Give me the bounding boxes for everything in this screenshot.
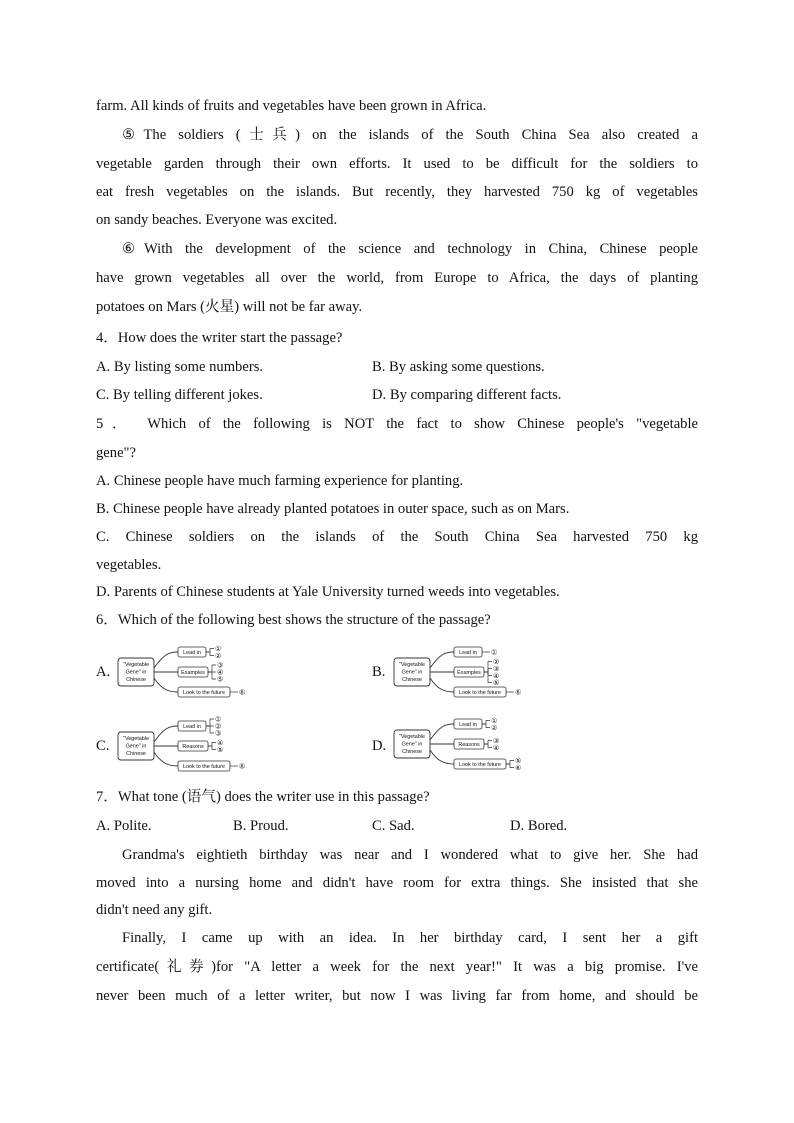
leaf-connector [484, 741, 492, 745]
paragraph-number: ② [215, 723, 222, 731]
branch-label: Look to the future [183, 764, 225, 770]
paragraph-6-line: ⑥With the development of the science and technology in China, Chinese people [122, 241, 698, 257]
branch-label: Look to the future [459, 762, 501, 768]
passage-line: farm. All kinds of fruits and vegetables have been grown in Africa. [96, 98, 487, 114]
question-4-option-c[interactable]: C. By telling different jokes. [96, 387, 263, 403]
passage-2-line: certificate(礼券)for "A letter a week for the next year!" It was a big promise. I've [96, 959, 698, 975]
connector-line [430, 678, 454, 692]
question-6-option-c-letter[interactable]: C. [96, 738, 110, 754]
paragraph-number: ④ [493, 673, 500, 681]
question-4-option-a[interactable]: A. By listing some numbers. [96, 359, 264, 375]
paragraph-number: ② [493, 659, 500, 667]
leaf-connector [206, 726, 214, 733]
passage-2-line: Finally, I came up with an idea. In her birthday card, I sent her a gift [122, 930, 698, 946]
paragraph-number: ① [491, 718, 498, 726]
passage-2-line: never been much of a letter writer, but now I was living far from home, and should be [96, 988, 698, 1004]
center-node-label: "Vegetable [123, 662, 149, 668]
center-node-label: Chinese [402, 749, 422, 755]
paragraph-number: ① [215, 716, 222, 724]
branch-label: Look to the future [183, 690, 225, 696]
leaf-connector [206, 649, 214, 653]
branch-label: Look to the future [459, 690, 501, 696]
connector-line [430, 724, 454, 740]
paragraph-number: ④ [217, 740, 224, 748]
center-node-label: Chinese [402, 677, 422, 683]
connector-line [430, 652, 454, 668]
paragraph-5-line: eat fresh vegetables on the islands. But recently, they harvested 750 kg of vegetables [96, 184, 698, 200]
branch-label: Examples [457, 670, 481, 676]
question-5-option-d[interactable]: D. Parents of Chinese students at Yale University turned weeds into vegetables. [96, 584, 560, 600]
structure-diagram-d[interactable] [390, 712, 540, 780]
center-node-label: Gene" in [401, 669, 423, 676]
center-node-label: Chinese [126, 677, 146, 683]
paragraph-number: ③ [217, 662, 224, 670]
branch-label: Reasons [458, 742, 480, 748]
question-6-stem: 6．Which of the following best shows the structure of the passage? [96, 612, 491, 628]
leaf-connector [206, 719, 214, 726]
passage-2-line: didn't need any gift. [96, 902, 213, 918]
paragraph-number: ⑤ [493, 680, 500, 688]
center-node-label: Gene" in [401, 741, 423, 748]
branch-label: Examples [181, 670, 205, 676]
question-7-option-b[interactable]: B. Proud. [233, 818, 289, 834]
paragraph-number: ⑤ [515, 758, 522, 766]
question-5-option-c[interactable]: vegetables. [96, 557, 162, 573]
branch-label: Reasons [182, 744, 204, 750]
paragraph-number: ⑥ [239, 689, 246, 697]
paragraph-number: ⑥ [515, 765, 522, 773]
paragraph-number: ① [215, 646, 222, 654]
passage-2-line: moved into a nursing home and didn't have room for extra things. She insisted that she [96, 875, 698, 891]
branch-label: Lead in [459, 650, 477, 656]
branch-label: Lead in [183, 724, 201, 730]
paragraph-number: ② [215, 653, 222, 661]
center-node-label: "Vegetable [123, 736, 149, 742]
question-7-option-d[interactable]: D. Bored. [510, 818, 568, 834]
mind-map-svg [114, 640, 264, 708]
connector-line [154, 678, 178, 692]
question-5-option-c[interactable]: C. Chinese soldiers on the islands of the South China Sea harvested 750 kg [96, 529, 698, 545]
connector-line [154, 752, 178, 766]
paragraph-6-line: have grown vegetables all over the world, from Europe to Africa, the days of planting [96, 270, 698, 286]
paragraph-number: ② [491, 725, 498, 733]
center-node-label: "Vegetable [399, 662, 425, 668]
question-5-option-a[interactable]: A. Chinese people have much farming experience for planting. [96, 473, 464, 489]
leaf-connector [208, 746, 216, 750]
question-5-stem: gene"? [96, 445, 136, 461]
structure-diagram-b[interactable] [390, 640, 540, 708]
paragraph-5-line: vegetable garden through their own efforts. It used to be difficult for the soldiers to [96, 156, 698, 172]
question-4-option-d[interactable]: D. By comparing different facts. [372, 387, 562, 403]
question-5-stem: 5． Which of the following is NOT the fact to show Chinese people's "vegetable [96, 416, 698, 432]
paragraph-5-line: on sandy beaches. Everyone was excited. [96, 212, 338, 228]
center-node-label: Gene" in [125, 743, 147, 750]
paragraph-number: ④ [217, 669, 224, 677]
leaf-connector [484, 669, 492, 673]
structure-diagram-c[interactable] [114, 714, 264, 782]
passage-2-line: Grandma's eightieth birthday was near and I wondered what to give her. She had [122, 847, 698, 863]
leaf-connector [482, 724, 490, 728]
paragraph-number: ⑥ [515, 689, 522, 697]
center-node-label: Gene" in [125, 669, 147, 676]
leaf-connector [208, 665, 216, 672]
leaf-connector [506, 764, 514, 768]
connector-line [430, 750, 454, 764]
center-node-label: Chinese [126, 751, 146, 757]
leaf-connector [484, 672, 492, 683]
paragraph-number: ① [491, 649, 498, 657]
mind-map-svg [114, 714, 264, 782]
leaf-connector [484, 744, 492, 748]
paragraph-6-line: potatoes on Mars (火星) will not be far away. [96, 299, 363, 315]
paragraph-number: ③ [493, 738, 500, 746]
paragraph-number: ④ [493, 745, 500, 753]
branch-label: Lead in [183, 650, 201, 656]
paragraph-number: ③ [215, 730, 222, 738]
leaf-connector [506, 761, 514, 765]
connector-line [154, 652, 178, 668]
center-node-label: "Vegetable [399, 734, 425, 740]
question-5-option-b[interactable]: B. Chinese people have already planted potatoes in outer space, such as on Mars. [96, 501, 570, 517]
question-6-option-d-letter[interactable]: D. [372, 738, 387, 754]
leaf-connector [206, 652, 214, 656]
mind-map-svg [390, 712, 540, 780]
leaf-connector [208, 743, 216, 747]
paragraph-number: ③ [493, 666, 500, 674]
connector-line [154, 726, 178, 742]
structure-diagram-a[interactable] [114, 640, 264, 708]
question-4-stem: 4．How does the writer start the passage? [96, 330, 343, 346]
mind-map-svg [390, 640, 540, 708]
branch-label: Lead in [459, 722, 477, 728]
question-7-stem: 7．What tone (语气) does the writer use in this passage? [96, 789, 430, 805]
paragraph-5-line: ⑤The soldiers (士兵) on the islands of the South China Sea also created a [122, 127, 698, 143]
paragraph-number: ⑤ [217, 747, 224, 755]
question-7-option-c[interactable]: C. Sad. [372, 818, 415, 834]
paragraph-number: ⑥ [239, 763, 246, 771]
question-6-option-b-letter[interactable]: B. [372, 664, 386, 680]
question-7-option-a[interactable]: A. Polite. [96, 818, 152, 834]
paragraph-number: ⑤ [217, 676, 224, 684]
question-6-option-a-letter[interactable]: A. [96, 664, 111, 680]
question-4-option-b[interactable]: B. By asking some questions. [372, 359, 545, 375]
leaf-connector [482, 721, 490, 725]
leaf-connector [208, 672, 216, 679]
